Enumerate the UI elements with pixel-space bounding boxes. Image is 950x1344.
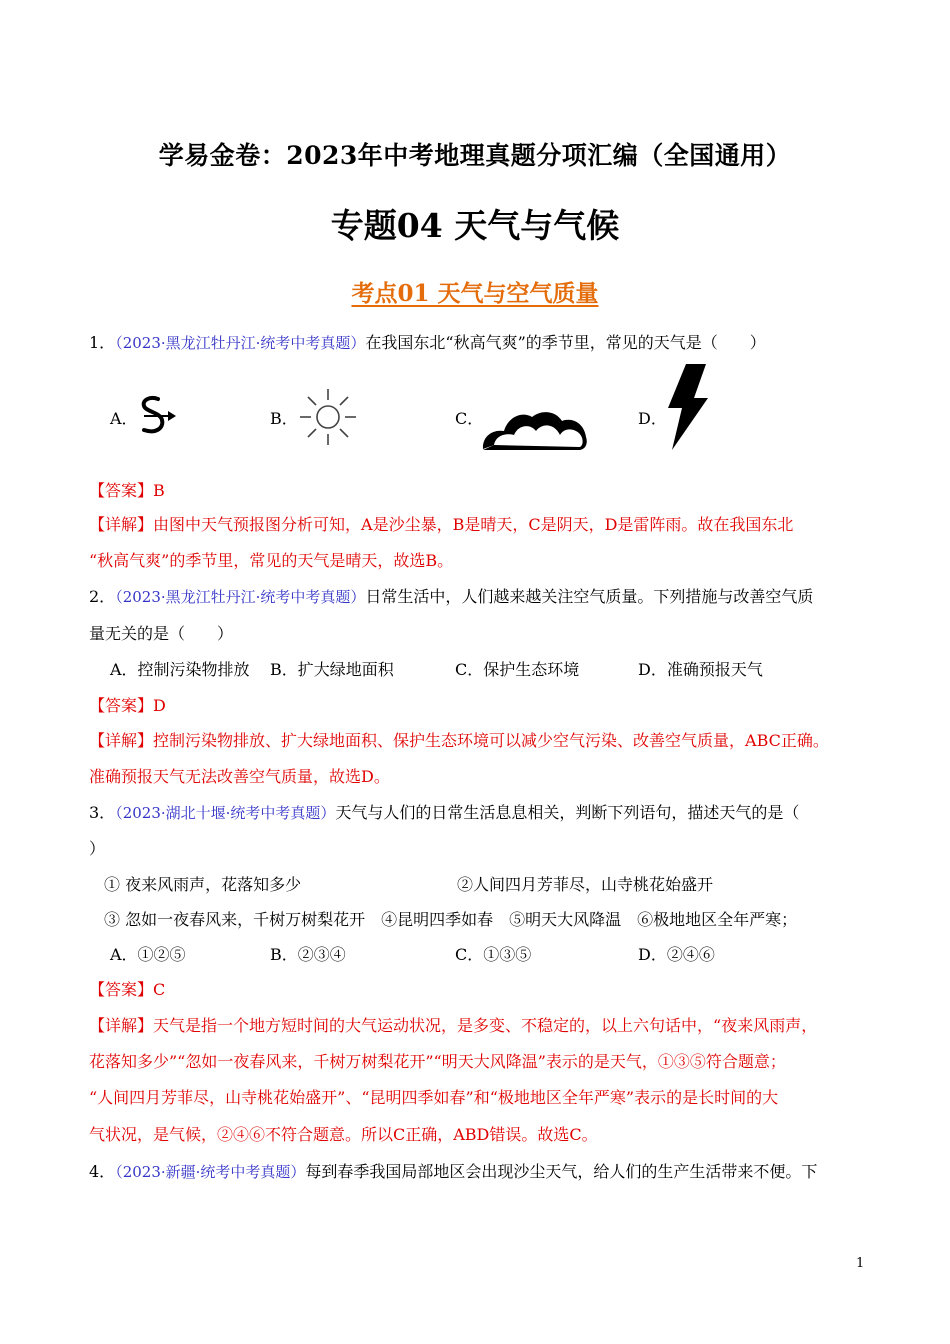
option-b-label: B． (270, 409, 298, 428)
detail-text: 控制污染物排放、扩大绿地面积、保护生态环境可以减少空气污染、改善空气质量，ABC正确。 (153, 731, 829, 750)
question-source: （2023·湖北十堰·统考中考真题） (115, 804, 336, 822)
question-3-detail-line1 (89, 1016, 817, 1036)
question-3-stem (89, 803, 799, 823)
question-3-option-a: A．①②⑤ (110, 945, 186, 964)
question-3-stem-line2: ） (89, 839, 106, 858)
question-1-stem (89, 333, 766, 353)
question-1-detail-line1 (89, 515, 793, 535)
sun-icon (298, 387, 358, 447)
doc-title: 学易金卷：2023年中考地理真题分项汇编（全国通用） (158, 141, 792, 170)
question-text: 在我国东北“秋高气爽”的季节里，常见的天气是（ ） (365, 333, 766, 352)
question-source: （2023·新疆·统考中考真题） (115, 1163, 306, 1181)
question-text: 天气与人们的日常生活息息相关，判断下列语句，描述天气的是（ (335, 803, 800, 822)
question-2-option-a: A．控制污染物排放 (110, 660, 250, 679)
question-text: 每到春季我国局部地区会出现沙尘天气，给人们的生产生活带来不便。下 (305, 1162, 818, 1181)
answer-tag: 【答案】 (89, 481, 154, 500)
question-2-option-d: D．准确预报天气 (638, 660, 763, 679)
question-3-items-line2: ③ 忽如一夜春风来，千树万树梨花开 ④昆明四季如春 ⑤明天大风降温 ⑥极地地区全年严寒； (104, 910, 798, 929)
question-3-item-2: ②人间四月芳菲尽，山寺桃花始盛开 (457, 875, 714, 894)
question-2-stem-line2: 量无关的是（ ） (89, 624, 234, 643)
question-source: （2023·黑龙江牡丹江·统考中考真题） (115, 334, 366, 352)
answer-value: C (153, 980, 166, 999)
option-a-label: A． (110, 409, 138, 428)
detail-tag: 【详解】 (89, 1016, 154, 1035)
question-source: （2023·黑龙江牡丹江·统考中考真题） (115, 588, 366, 606)
sandstorm-icon (136, 394, 182, 440)
question-3-detail-line3: “人间四月芳菲尽，山寺桃花始盛开”、“昆明四季如春”和“极地地区全年严寒”表示的是长时间的大 (89, 1088, 779, 1107)
question-text: 日常生活中，人们越来越关注空气质量。下列措施与改善空气质 (365, 587, 814, 606)
question-number: 1． (89, 333, 116, 352)
question-2-option-c: C．保护生态环境 (455, 660, 580, 679)
topic-title: 专题04 天气与气候 (330, 206, 620, 245)
question-4-stem (89, 1162, 817, 1182)
section-heading: 考点01 天气与空气质量 (351, 280, 599, 307)
question-number: 4． (89, 1162, 116, 1181)
detail-text: 天气是指一个地方短时间的大气运动状况，是多变、不稳定的，以上六句话中，“夜来风雨声， (153, 1016, 818, 1035)
question-number: 3． (89, 803, 116, 822)
question-3-option-b: B．②③④ (270, 945, 346, 964)
question-3-answer (89, 980, 165, 1000)
question-number: 2． (89, 587, 116, 606)
answer-tag: 【答案】 (89, 980, 154, 999)
question-3-item-1: ① 夜来风雨声，花落知多少 (104, 875, 302, 894)
answer-tag: 【答案】 (89, 696, 154, 715)
detail-tag: 【详解】 (89, 731, 154, 750)
question-2-detail-line1 (89, 731, 829, 751)
question-3-detail-line4: 气状况，是气候，②④⑥不符合题意。所以C正确，ABD错误。故选C。 (89, 1125, 598, 1144)
option-c-label: C． (455, 409, 484, 428)
question-1-detail-line2: “秋高气爽”的季节里，常见的天气是晴天，故选B。 (89, 551, 454, 570)
question-2-stem (89, 587, 813, 607)
question-3-option-d: D．②④⑥ (638, 945, 715, 964)
page-number: 1 (856, 1256, 865, 1271)
detail-text: 由图中天气预报图分析可知，A是沙尘暴，B是晴天，C是阴天，D是雷阵雨。故在我国东北 (153, 515, 794, 534)
answer-value: D (153, 696, 166, 715)
answer-value: B (153, 481, 165, 500)
option-d-label: D． (638, 409, 667, 428)
question-2-option-b: B．扩大绿地面积 (270, 660, 394, 679)
lightning-icon (666, 362, 710, 450)
question-3-detail-line2: 花落知多少”“忽如一夜春风来，千树万树梨花开”“明天大风降温”表示的是天气，①③⑤符合题意； (89, 1052, 786, 1071)
cloud-icon (480, 405, 590, 453)
question-3-option-c: C．①③⑤ (455, 945, 532, 964)
question-1-answer (89, 481, 165, 501)
detail-tag: 【详解】 (89, 515, 154, 534)
question-2-answer (89, 696, 166, 716)
question-2-detail-line2: 准确预报天气无法改善空气质量，故选D。 (89, 767, 390, 786)
